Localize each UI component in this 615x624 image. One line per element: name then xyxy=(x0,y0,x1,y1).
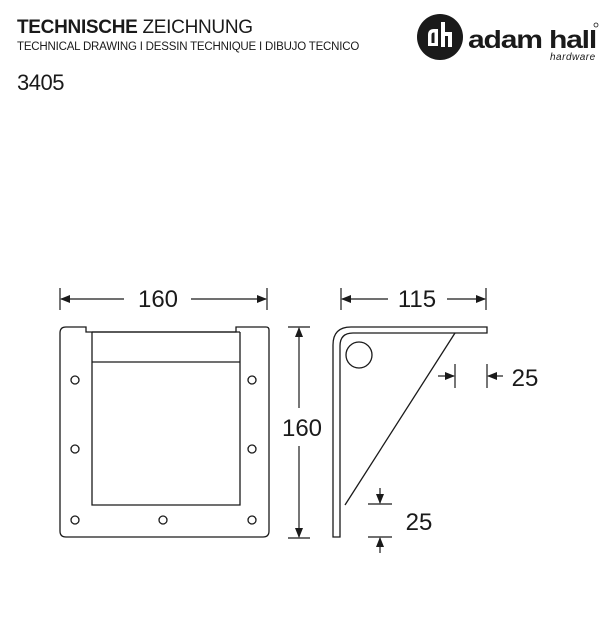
front-view xyxy=(60,327,269,537)
logo-brand-text: adam hall xyxy=(468,26,597,54)
logo-tagline: hardware xyxy=(550,52,596,62)
title-bold: TECHNISCHE xyxy=(17,17,138,38)
bracket-diagonal-brace xyxy=(345,333,455,505)
title-light: ZEICHNUNG xyxy=(142,17,253,38)
mounting-hole xyxy=(159,516,167,524)
mounting-hole xyxy=(71,516,79,524)
mounting-hole xyxy=(71,445,79,453)
dimension-flange-height-label: 25 xyxy=(405,509,433,536)
dimension-front-width-label: 160 xyxy=(137,286,179,313)
dimension-depth-label: 115 xyxy=(397,286,437,313)
dimension-flange-height xyxy=(368,488,392,553)
mounting-hole xyxy=(248,516,256,524)
product-code: 3405 xyxy=(17,70,64,95)
dimension-flange-width-label: 25 xyxy=(511,365,539,392)
dimension-flange-width xyxy=(438,364,503,388)
side-hole xyxy=(346,342,372,368)
side-view xyxy=(333,327,487,537)
mounting-hole xyxy=(248,376,256,384)
mounting-hole xyxy=(71,376,79,384)
drawing-subtitle: TECHNICAL DRAWING I DESSIN TECHNIQUE I DIBUJO TECNICO xyxy=(17,41,360,53)
mounting-hole xyxy=(248,445,256,453)
dimension-height-label: 160 xyxy=(281,415,323,442)
bracket-profile xyxy=(333,327,487,537)
front-recess xyxy=(92,332,240,505)
